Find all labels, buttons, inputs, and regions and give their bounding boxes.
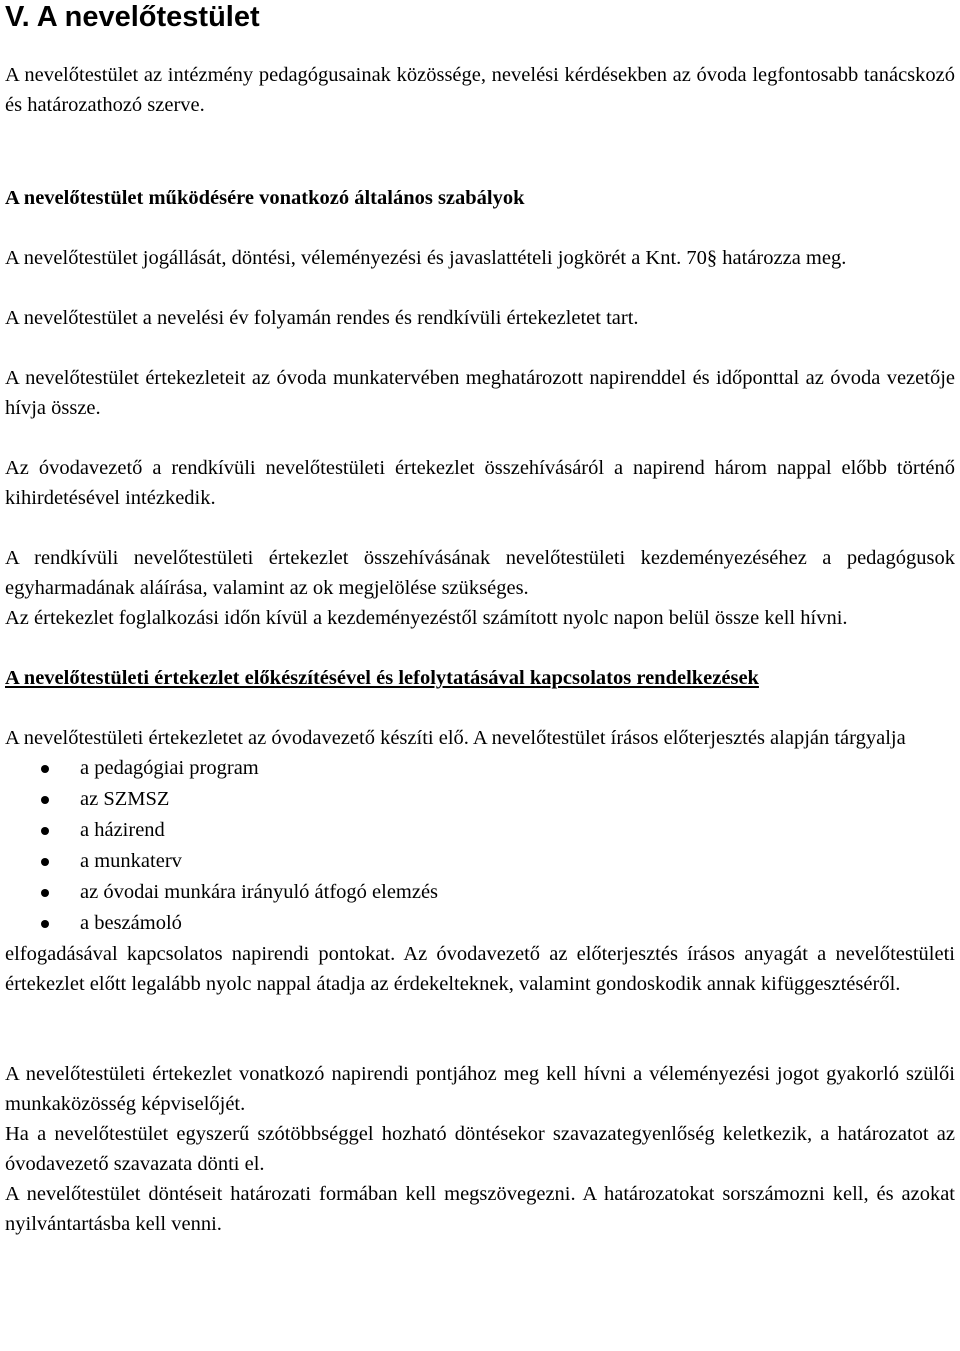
section-heading-preparation: A nevelőtestületi értekezlet előkészítésével és lefolytatásával kapcsolatos rendelkezések [5,667,759,689]
paragraph-meetings: A nevelőtestület a nevelési év folyamán rendes és rendkívüli értekezletet tart. [5,307,639,329]
bullet-icon [41,920,49,928]
bullet-icon [41,889,49,897]
intro-paragraph: A nevelőtestület az intézmény pedagógusainak közössége, nevelési kérdésekben az óvoda legfontosabb tanácskozó és határozathozó szerve. [5,64,955,116]
paragraph-preparation: A nevelőtestületi értekezletet az óvodavezető készíti elő. A nevelőtestület írásos előterjesztés alapján tárgyalja [5,727,906,749]
bullet-icon [41,796,49,804]
document-page [5,0,955,1239]
bullet-icon [41,765,49,773]
section-heading-general-rules: A nevelőtestület működésére vonatkozó általános szabályok [5,187,525,209]
paragraph-tie-vote: Ha a nevelőtestület egyszerű szótöbbséggel hozható döntésekor szavazategyenlőség keletkezik, a határozatot az óvodavezető szavazata dönti el. [5,1123,955,1175]
list-item: az óvodai munkára irányuló átfogó elemzés [5,877,955,908]
bullet-icon [41,827,49,835]
paragraph-parent-representative: A nevelőtestületi értekezlet vonatkozó napirendi pontjához meg kell hívni a véleményezési jogot gyakorló szülői munkaközösség képviselőjét. [5,1063,955,1115]
paragraph-eight-days: Az értekezlet foglalkozási időn kívül a kezdeményezéstől számított nyolc napon belül össze kell hívni. [5,607,848,629]
list-item: a beszámoló [5,908,955,939]
page-title: V. A nevelőtestület [5,1,260,33]
paragraph-resolutions: A nevelőtestület döntéseit határozati formában kell megszövegezni. A határozatokat sorszámozni kell, és azokat nyilvántartásba kell venni. [5,1183,955,1235]
bullet-icon [41,858,49,866]
paragraph-extraordinary-initiative: A rendkívüli nevelőtestületi értekezlet összehívásának nevelőtestületi kezdeményezéséhez a pedagógusok egyharmadának aláírása, valamint az ok megjelölése szükséges. [5,547,955,599]
list-item: az SZMSZ [5,784,955,815]
list-item: a munkaterv [5,846,955,877]
paragraph-convening: A nevelőtestület értekezleteit az óvoda munkatervében meghatározott napirenddel és időponttal az óvoda vezetője hívja össze. [5,367,955,419]
list-item: a pedagógiai program [5,753,955,784]
paragraph-legal-status: A nevelőtestület jogállását, döntési, véleményezési és javaslattételi jogkörét a Knt. 70§ határozza meg. [5,247,847,269]
paragraph-acceptance: elfogadásával kapcsolatos napirendi pontokat. Az óvodavezető az előterjesztés írásos anyagát a nevelőtestületi értekezlet előtt legalább nyolc nappal átadja az érdekelteknek, valamint gondoskodik annak kifüggesztéséről. [5,943,955,995]
list-item: a házirend [5,815,955,846]
paragraph-extraordinary-notice: Az óvodavezető a rendkívüli nevelőtestületi értekezlet összehívásáról a napirend három nappal előbb történő kihirdetésével intézkedik. [5,457,955,509]
agenda-list [5,753,955,939]
